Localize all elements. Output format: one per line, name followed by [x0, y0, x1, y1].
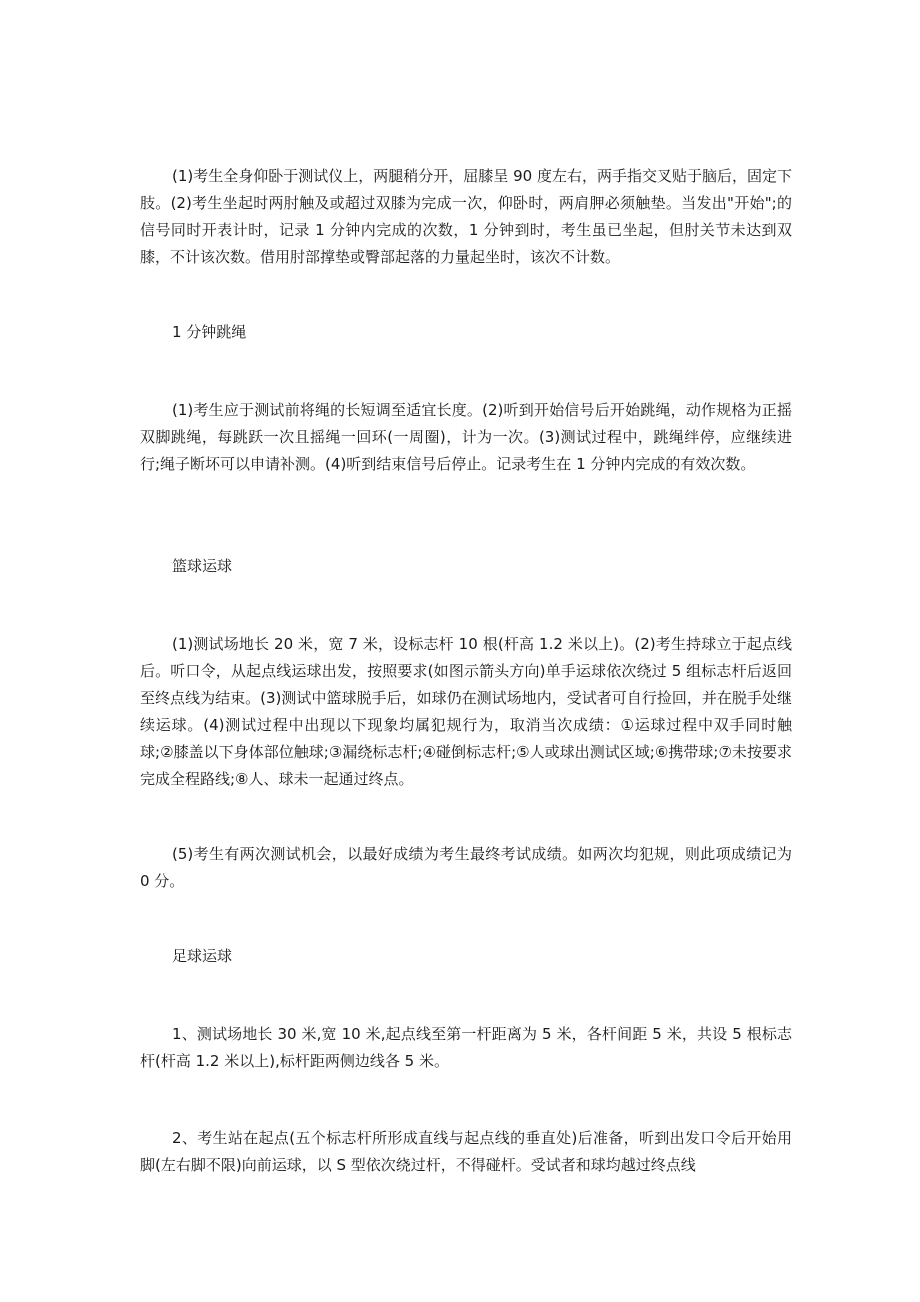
paragraph-situp-rules: (1)考生全身仰卧于测试仪上，两腿稍分开，屈膝呈 90 度左右，两手指交叉贴于脑后，固定下肢。(2)考生坐起时两肘触及或超过双膝为完成一次，仰卧时，两肩胛必须触垫。当发出"开始";的信号同时开表计时，记录 1 分钟内完成的次数，1 分钟到时，考生虽已坐起，但肘关节未达到双膝，不计该次数。借用肘部撑垫或臀部起落的力量起坐时，该次不计数。: [140, 167, 792, 266]
paragraph-basketball-attempts: (5)考生有两次测试机会，以最好成绩为考生最终考试成绩。如两次均犯规，则此项成绩记为 0 分。: [140, 845, 792, 890]
paragraph-football-procedure: 2、考生站在起点(五个标志杆所形成直线与起点线的垂直处)后准备，听到出发口令后开始用脚(左右脚不限)向前运球，以 S 型依次绕过杆，不得碰杆。受试者和球均越过终点线: [140, 1129, 792, 1174]
paragraph-basketball-rules: (1)测试场地长 20 米，宽 7 米，设标志杆 10 根(杆高 1.2 米以上)。(2)考生持球立于起点线后。听口令，从起点线运球出发，按照要求(如图示箭头方向)单手运球依次绕过 5 组标志杆后返回至终点线为结束。(3)测试中篮球脱手后，如球仍在测试场地内，受试者可自行捡回，并在脱手处继续运球。(4)测试过程中出现以下现象均属犯规行为，取消当次成绩：①运球过程中双手同时触球;②膝盖以下身体部位触球;③漏绕标志杆;④碰倒标志杆;⑤人或球出测试区域;⑥携带球;⑦未按要求完成全程路线;⑧人、球未一起通过终点。: [140, 635, 792, 788]
paragraph-rope-skipping-rules: (1)考生应于测试前将绳的长短调至适宜长度。(2)听到开始信号后开始跳绳，动作规格为正摇双脚跳绳，每跳跃一次且摇绳一回环(一周圈)，计为一次。(3)测试过程中，跳绳绊停，应继续进行;绳子断坏可以申请补测。(4)听到结束信号后停止。记录考生在 1 分钟内完成的有效次数。: [140, 401, 792, 473]
paragraph-football-field: 1、测试场地长 30 米,宽 10 米,起点线至第一杆距离为 5 米，各杆间距 5 米，共设 5 根标志杆(杆高 1.2 米以上),标杆距两侧边线各 5 米。: [140, 1025, 792, 1070]
heading-football-dribbling: 足球运球: [172, 947, 233, 965]
heading-rope-skipping: 1 分钟跳绳: [172, 323, 247, 341]
heading-basketball-dribbling: 篮球运球: [172, 557, 233, 575]
